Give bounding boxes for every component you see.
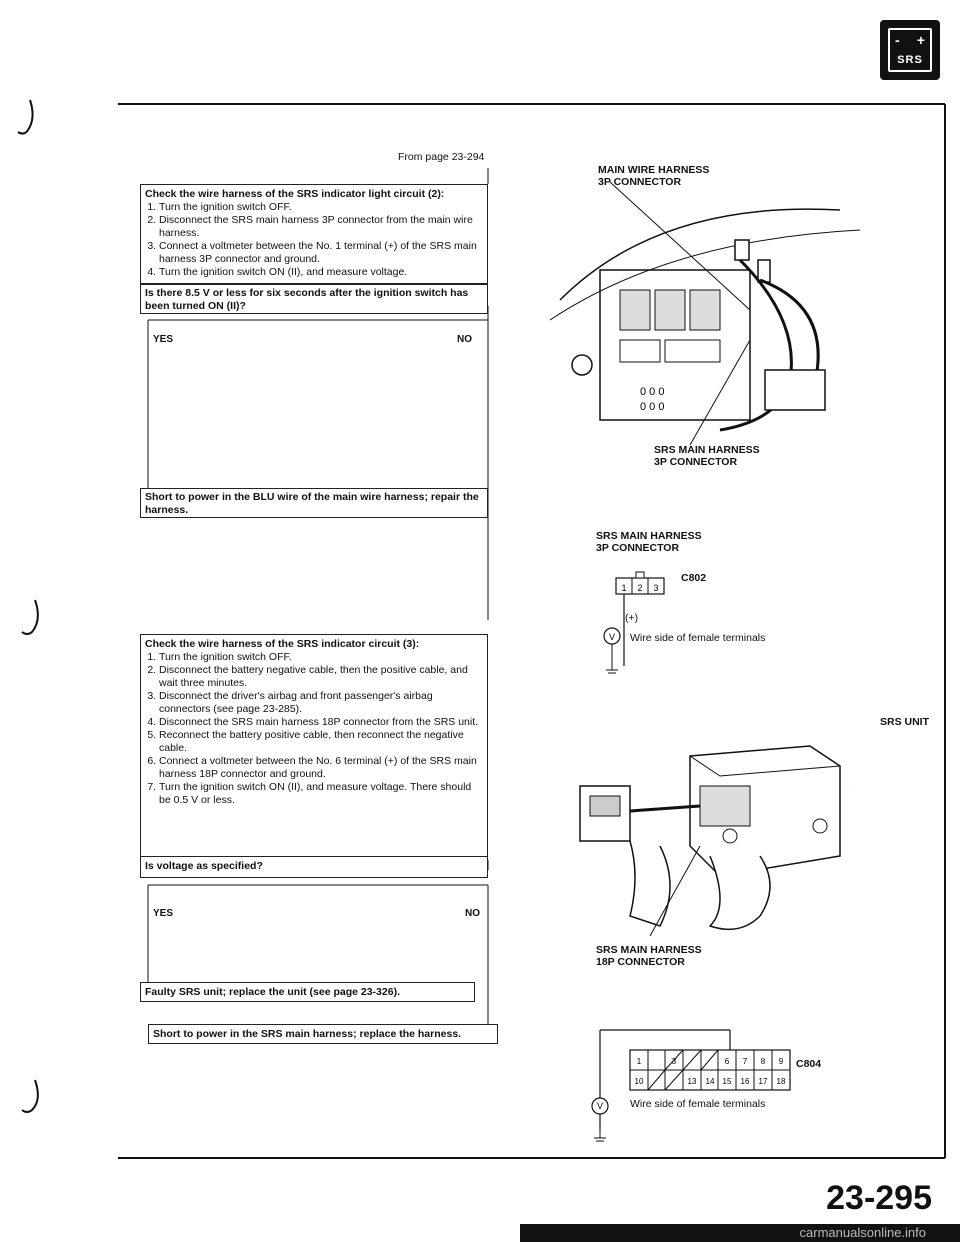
pin: 9 <box>778 1057 784 1066</box>
yes-label: YES <box>153 334 174 345</box>
watermark: carmanualsonline.info <box>799 1225 926 1240</box>
fuse-box-illustration <box>540 180 870 450</box>
step: 5. Reconnect the battery positive cable, then reconnect the negative cable. <box>159 729 483 755</box>
voltmeter-symbol: V <box>608 632 616 642</box>
pin: 15 <box>722 1077 732 1086</box>
step: 2. Disconnect the battery negative cable, then the positive cable, and wait three minutes. <box>159 664 483 690</box>
connector-3p-diagram <box>584 570 944 680</box>
connector-18p-diagram <box>590 1020 870 1150</box>
svg-text:0 0 0: 0 0 0 <box>640 401 665 413</box>
pin: 17 <box>758 1077 768 1086</box>
pin: 13 <box>687 1077 697 1086</box>
question-voltage-2: Is voltage as specified? <box>140 856 488 878</box>
label-srs-main-harness-3p-top: SRS MAIN HARNESS 3P CONNECTOR <box>654 444 760 468</box>
svg-text:0 0 0: 0 0 0 <box>640 386 665 398</box>
result-short-blu: Short to power in the BLU wire of the main wire harness; repair the harness. <box>140 488 488 518</box>
label-wire-side-2: Wire side of female terminals <box>630 1098 766 1110</box>
page-number: 23-295 <box>826 1179 932 1217</box>
pin: 16 <box>740 1077 750 1086</box>
step: 3. Connect a voltmeter between the No. 1 terminal (+) of the SRS main harness 3P connector and ground. <box>159 240 483 266</box>
no-label: NO <box>465 908 480 919</box>
label-wire-side-1: Wire side of female terminals <box>630 632 766 644</box>
pin-3: 3 <box>653 583 659 593</box>
result-faulty-unit: Faulty SRS unit; replace the unit (see page 23-326). <box>140 982 475 1002</box>
result-short-main-harness: Short to power in the SRS main harness; replace the harness. <box>148 1024 498 1044</box>
voltmeter-symbol: V <box>596 1101 604 1111</box>
step: 2. Disconnect the SRS main harness 3P connector from the main wire harness. <box>159 214 483 240</box>
pin: 1 <box>636 1057 642 1066</box>
label-srs-unit: SRS UNIT <box>880 716 930 728</box>
step: 6. Connect a voltmeter between the No. 6 terminal (+) of the SRS main harness 18P connector and ground. <box>159 755 483 781</box>
check-box-circuit-3 <box>140 634 488 860</box>
minus-sign: - <box>895 32 900 48</box>
pin: 10 <box>634 1077 644 1086</box>
yes-label: YES <box>153 908 174 919</box>
label-c804: C804 <box>796 1058 822 1070</box>
step: 4. Turn the ignition switch ON (II), and measure voltage. <box>159 266 483 279</box>
pin-2: 2 <box>637 583 643 593</box>
pin: 14 <box>705 1077 715 1086</box>
badge-label: SRS <box>897 54 923 66</box>
label-main-wire-harness: MAIN WIRE HARNESS 3P CONNECTOR <box>598 164 710 188</box>
pin: 6 <box>724 1057 730 1066</box>
pin: 18 <box>776 1077 786 1086</box>
label-srs-main-harness-18p: SRS MAIN HARNESS 18P CONNECTOR <box>596 944 702 968</box>
label-c802: C802 <box>681 572 707 584</box>
step: 7. Turn the ignition switch ON (II), and measure voltage. There should be 0.5 V or less. <box>159 781 483 807</box>
question-voltage-1: Is there 8.5 V or less for six seconds after the ignition switch has been turned ON (II)? <box>140 284 488 314</box>
check-box-circuit-2 <box>140 184 488 284</box>
pin: 3 <box>671 1057 677 1066</box>
step: 1. Turn the ignition switch OFF. <box>159 201 483 214</box>
check-header: Check the wire harness of the SRS indicator circuit (3): <box>145 638 420 650</box>
pin-1: 1 <box>621 583 627 593</box>
pin: 8 <box>760 1057 766 1066</box>
step: 1. Turn the ignition switch OFF. <box>159 651 483 664</box>
srs-unit-illustration <box>570 726 850 946</box>
from-page-note: From page 23-294 <box>398 151 485 163</box>
plus-sign: + <box>916 32 925 48</box>
check-header: Check the wire harness of the SRS indicator light circuit (2): <box>145 188 445 200</box>
step: 3. Disconnect the driver's airbag and front passenger's airbag connectors (see page 23-285). <box>159 690 483 716</box>
pin: 7 <box>742 1057 748 1066</box>
label-plus: (+) <box>625 612 639 624</box>
no-label: NO <box>457 334 472 345</box>
label-srs-main-harness-3p: SRS MAIN HARNESS 3P CONNECTOR <box>596 530 702 554</box>
step: 4. Disconnect the SRS main harness 18P connector from the SRS unit. <box>159 716 483 729</box>
